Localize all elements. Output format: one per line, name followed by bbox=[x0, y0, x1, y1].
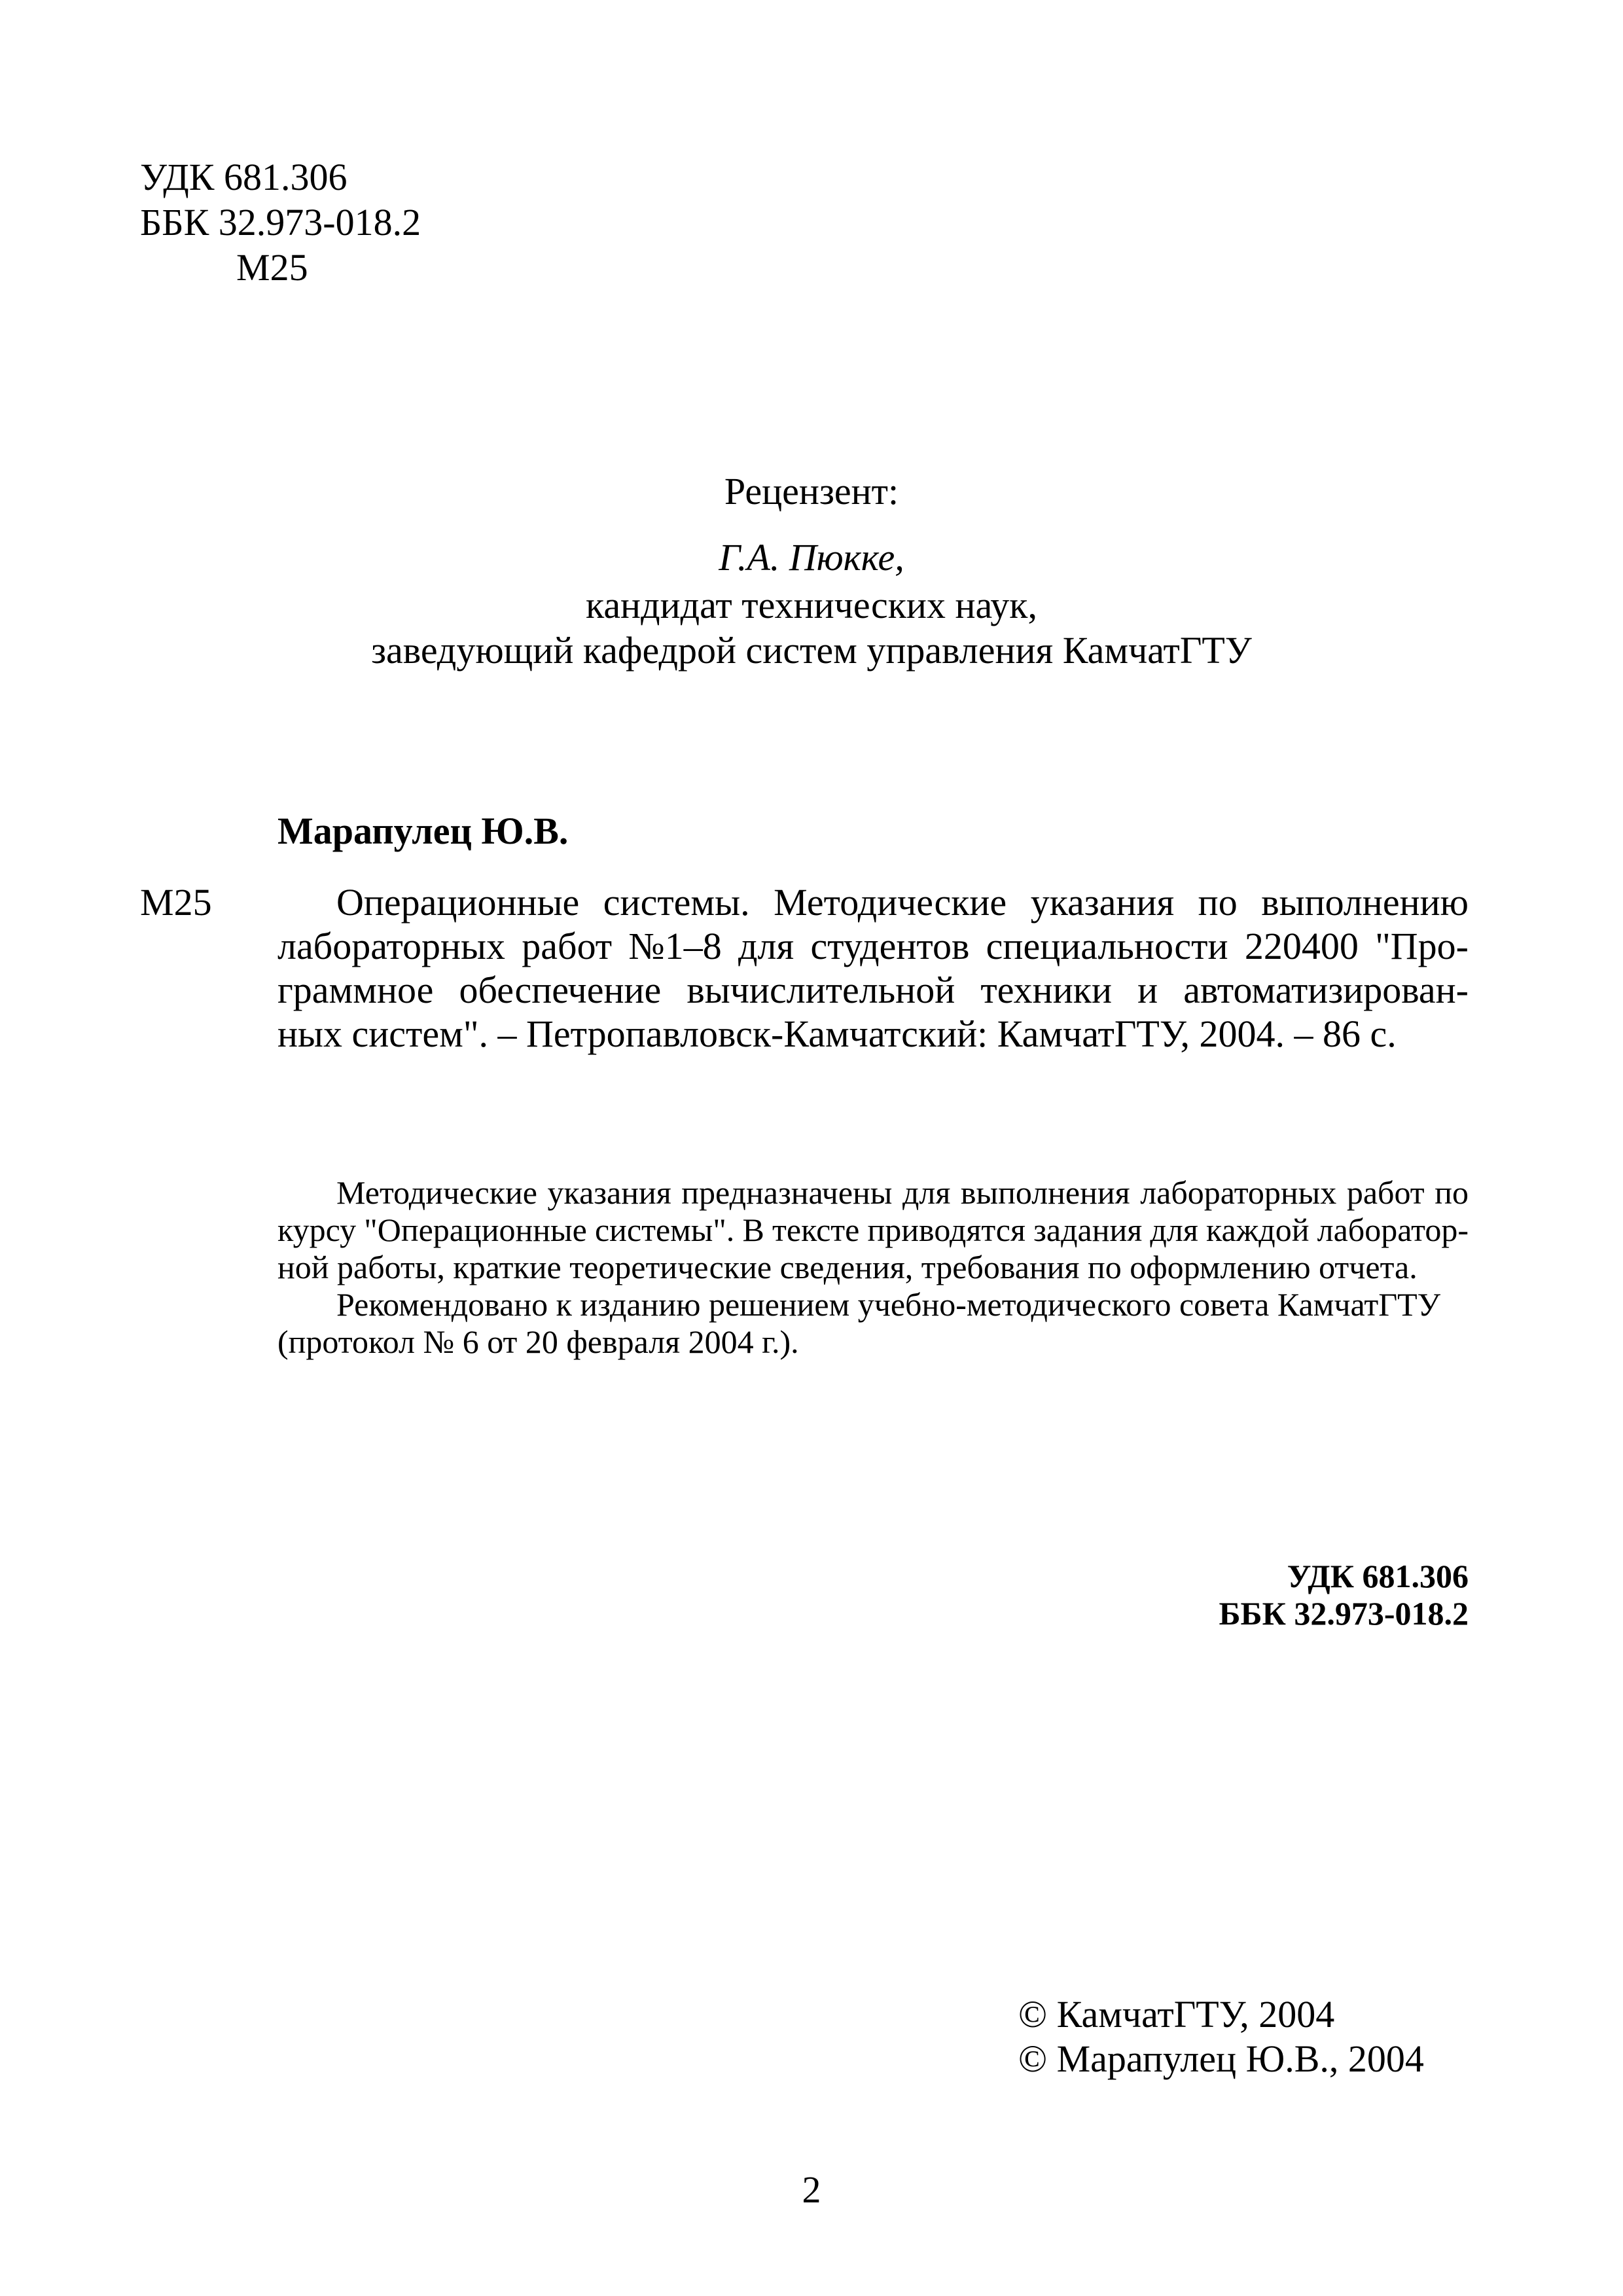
record-line: лабораторных работ №1–8 для студентов специальности 220400 "Про- bbox=[277, 925, 1469, 967]
copyright-line: © КамчатГТУ, 2004 bbox=[1018, 1993, 1335, 2036]
abstract-line: Методические указания предназначены для выполнения лабораторных работ по bbox=[336, 1174, 1469, 1211]
reviewer-degree: кандидат технических наук, bbox=[586, 584, 1037, 626]
abstract-line: ной работы, краткие теоретические сведения, требования по оформлению отчета. bbox=[277, 1249, 1418, 1285]
record-sign: М25 bbox=[140, 881, 212, 924]
record-line: ных систем". – Петропавловск-Камчатский: КамчатГТУ, 2004. – 86 с. bbox=[277, 1013, 1397, 1055]
footer-bbk: ББК 32.973-018.2 bbox=[1219, 1595, 1469, 1632]
record-line: Операционные системы. Методические указания по выполнению bbox=[336, 881, 1469, 924]
copyright-line: © Марапулец Ю.В., 2004 bbox=[1018, 2037, 1424, 2080]
record-line: граммное обеспечение вычислительной техники и автоматизирован- bbox=[277, 969, 1469, 1011]
author-name: Марапулец Ю.В. bbox=[277, 810, 569, 852]
reviewer-name: Г.А. Пюкке, bbox=[719, 536, 904, 579]
footer-udk: УДК 681.306 bbox=[1287, 1558, 1469, 1594]
udk-code: УДК 681.306 bbox=[140, 156, 348, 198]
abstract-line: (протокол № 6 от 20 февраля 2004 г.). bbox=[277, 1323, 799, 1360]
author-sign: М25 bbox=[236, 246, 308, 289]
page-number: 2 bbox=[802, 2168, 821, 2211]
reviewer-label: Рецензент: bbox=[724, 470, 899, 512]
abstract-line: Рекомендовано к изданию решением учебно-методического совета КамчатГТУ bbox=[336, 1286, 1441, 1323]
bbk-code: ББК 32.973-018.2 bbox=[140, 201, 421, 243]
abstract-line: курсу "Операционные системы". В тексте приводятся задания для каждой лаборатор- bbox=[277, 1211, 1469, 1248]
reviewer-position: заведующий кафедрой систем управления КамчатГТУ bbox=[371, 629, 1252, 672]
